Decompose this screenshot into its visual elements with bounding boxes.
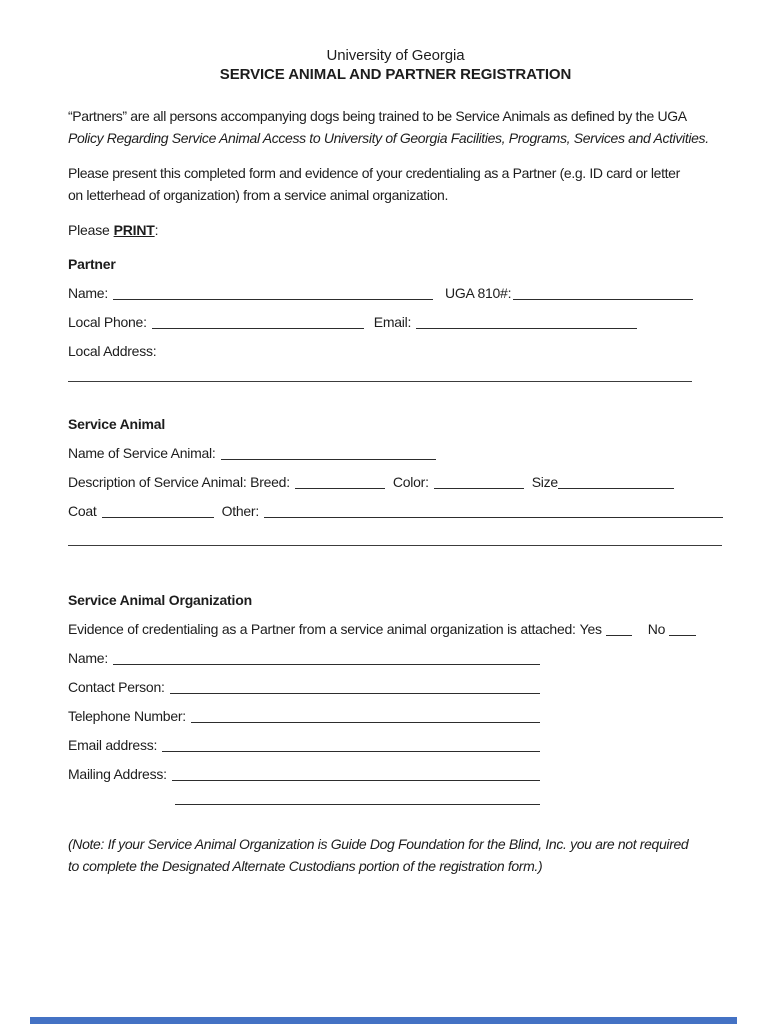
print-colon: : [154, 222, 159, 238]
print-word: PRINT [113, 222, 155, 238]
evidence-yes-label: Yes [579, 621, 602, 637]
telephone-number-row [68, 706, 540, 726]
evidence-yes-field[interactable] [606, 635, 632, 636]
telephone-number-label: Telephone Number: [68, 708, 186, 724]
please-print-prefix: Please [68, 222, 110, 238]
uga-810-field[interactable] [513, 299, 693, 300]
partner-name-label: Name: [68, 285, 108, 301]
other-field[interactable] [264, 517, 723, 518]
breed-field[interactable] [295, 488, 385, 489]
partners-definition-line2: Policy Regarding Service Animal Access to University of Georgia Facilities, Programs, Services and Activities. [68, 129, 709, 146]
coat-field[interactable] [102, 517, 214, 518]
evidence-statement: Evidence of credentialing as a Partner from a service animal organization is attached: [68, 621, 576, 637]
local-address-field[interactable] [68, 381, 692, 382]
form-instruction-line2: on letterhead of organization) from a service animal organization. [68, 186, 449, 203]
form-instruction-line1: Please present this completed form and evidence of your credentialing as a Partner (e.g. ID card or letter [68, 165, 680, 181]
animal-description-row [68, 472, 723, 492]
mailing-address-field[interactable] [172, 780, 540, 781]
form-instruction-paragraph [68, 163, 723, 206]
service-animal-section-heading: Service Animal [68, 416, 166, 432]
partner-phone-row [68, 312, 723, 332]
contact-person-row [68, 677, 540, 697]
evidence-row [68, 619, 723, 639]
size-label: Size [531, 474, 558, 490]
footer-accent-bar [30, 1017, 737, 1024]
animal-coat-row [68, 501, 723, 521]
contact-person-field[interactable] [170, 693, 540, 694]
local-address-row [68, 341, 723, 361]
email-label: Email: [373, 314, 412, 330]
form-title: SERVICE ANIMAL AND PARTNER REGISTRATION [219, 66, 572, 83]
mailing-address-field-line2[interactable] [175, 804, 540, 805]
partners-definition-paragraph [68, 106, 723, 149]
evidence-no-label: No [647, 621, 666, 637]
org-name-label: Name: [68, 650, 108, 666]
color-label: Color: [392, 474, 429, 490]
partner-name-row [68, 283, 723, 303]
evidence-no-field[interactable] [669, 635, 696, 636]
org-email-field[interactable] [162, 751, 540, 752]
description-breed-label: Description of Service Animal: Breed: [68, 474, 290, 490]
institution-name: University of Georgia [326, 47, 465, 64]
guide-dog-note [68, 834, 723, 877]
contact-person-label: Contact Person: [68, 679, 165, 695]
email-field[interactable] [416, 328, 637, 329]
animal-name-row [68, 443, 723, 463]
mailing-address-row [68, 764, 540, 784]
org-email-row [68, 735, 540, 755]
org-name-row [68, 648, 540, 668]
partner-section-heading: Partner [68, 256, 116, 272]
animal-extra-field[interactable] [68, 545, 722, 546]
uga-810-label: UGA 810#: [444, 285, 512, 301]
animal-name-field[interactable] [221, 459, 436, 460]
local-address-label: Local Address: [68, 343, 157, 359]
mailing-address-row2 [68, 788, 540, 808]
size-field[interactable] [558, 488, 674, 489]
partner-name-field[interactable] [113, 299, 433, 300]
organization-section-heading: Service Animal Organization [68, 592, 252, 608]
org-name-field[interactable] [113, 664, 540, 665]
mailing-address-label: Mailing Address: [68, 766, 167, 782]
please-print-label [68, 220, 723, 240]
partners-definition-line1: “Partners” are all persons accompanying dogs being trained to be Service Animals as defined by the UGA [68, 108, 687, 124]
local-phone-field[interactable] [152, 328, 364, 329]
local-phone-label: Local Phone: [68, 314, 147, 330]
animal-name-label: Name of Service Animal: [68, 445, 216, 461]
org-email-label: Email address: [68, 737, 158, 753]
guide-dog-note-line1: (Note: If your Service Animal Organization is Guide Dog Foundation for the Blind, Inc. you are not required [68, 836, 689, 852]
telephone-number-field[interactable] [191, 722, 540, 723]
color-field[interactable] [434, 488, 524, 489]
other-label: Other: [221, 503, 259, 519]
guide-dog-note-line2: to complete the Designated Alternate Custodians portion of the registration form.) [68, 857, 543, 874]
coat-label: Coat [68, 503, 97, 519]
